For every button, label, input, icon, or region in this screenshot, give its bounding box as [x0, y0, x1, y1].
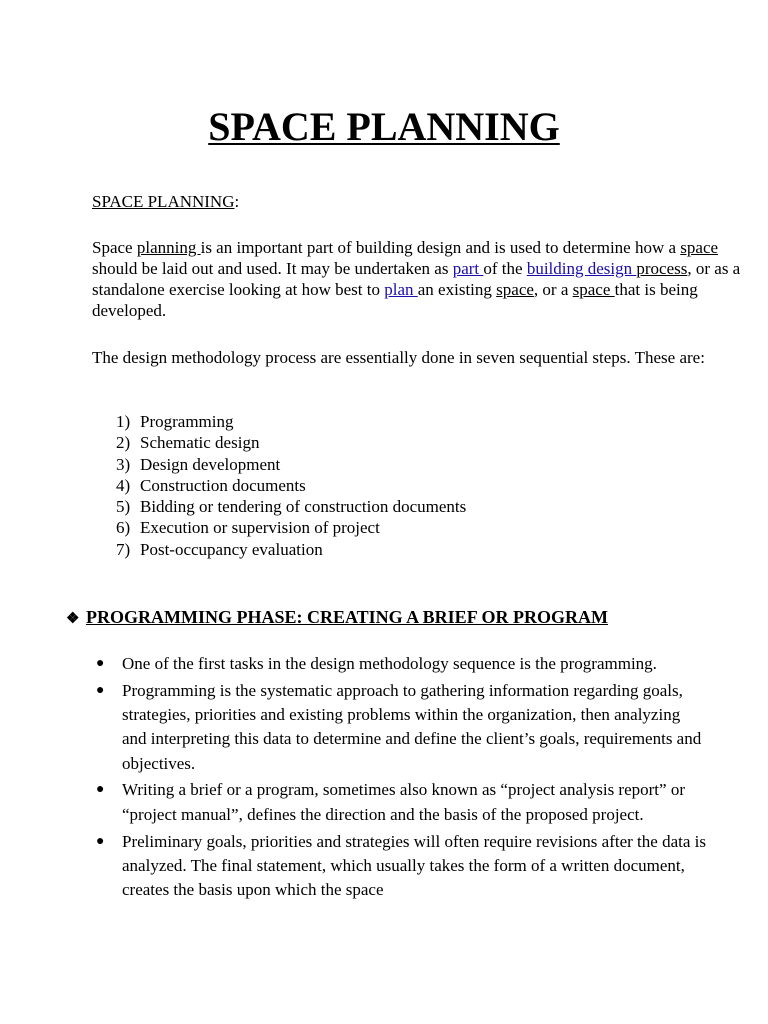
space-word: space — [680, 238, 719, 257]
list-item — [96, 652, 706, 676]
page-title: SPACE PLANNING — [208, 104, 560, 149]
intro-paragraph — [92, 237, 742, 321]
bullet-text: One of the first tasks in the design methodology sequence is the programming. — [122, 654, 657, 673]
step-text: Post-occupancy evaluation — [140, 539, 323, 559]
step-number: 3) — [116, 454, 131, 474]
bullet-text: Preliminary goals, priorities and strategies will often require revisions after the data is analyzed. The final statement, which usually takes the form of a written document, creates the basis upon which the space — [122, 831, 706, 900]
diamond-bullet-icon: ❖ — [66, 611, 80, 627]
text-run: should be laid out and used. It may be undertaken as — [92, 259, 453, 278]
space-word: space — [572, 280, 615, 299]
bullet-text: Programming is the systematic approach to gathering information regarding goals, strategies, priorities and existing problems within the organization, then analyzing and interpreting this data to determine and define the client’s goals, requirements and objectives. — [122, 680, 702, 773]
step-number: 1) — [116, 412, 131, 431]
step-text: Design development — [140, 454, 281, 474]
list-item — [116, 475, 466, 496]
bullet-dot-icon: ● — [96, 833, 105, 849]
steps-list — [116, 411, 466, 560]
list-item — [116, 411, 466, 432]
list-item — [116, 454, 466, 475]
space-word: space — [496, 280, 534, 299]
step-text: Execution or supervision of project — [140, 518, 380, 538]
list-item — [96, 679, 706, 776]
subheading-label: SPACE PLANNING — [92, 192, 235, 211]
methodology-paragraph: The design methodology process are essentially done in seven sequential steps. These are: — [92, 348, 705, 367]
list-item — [116, 517, 466, 538]
subheading-colon: : — [234, 192, 240, 211]
step-text: Schematic design — [140, 433, 260, 453]
step-number: 2) — [116, 433, 131, 453]
step-number: 7) — [116, 539, 131, 559]
bullet-dot-icon: ● — [96, 682, 105, 698]
list-item — [116, 496, 466, 517]
process-word: process — [636, 259, 688, 278]
plan-link[interactable]: plan — [384, 280, 418, 299]
bullet-text: Writing a brief or a program, sometimes also known as “project analysis report” or “project manual”, defines the direction and the basis of the proposed project. — [122, 780, 685, 824]
part-link[interactable]: part — [452, 259, 484, 278]
list-item — [116, 432, 466, 453]
step-text: Bidding or tendering of construction documents — [140, 497, 467, 517]
text-run: , or a — [533, 280, 573, 299]
list-item — [96, 778, 706, 827]
step-number: 5) — [116, 497, 131, 517]
bullet-dot-icon: ● — [96, 656, 105, 671]
building-design-link[interactable]: building design — [526, 259, 637, 278]
step-text: Construction documents — [140, 475, 306, 495]
text-run: that is being developed. — [92, 280, 698, 320]
text-run: , or as a standalone exercise looking at how best to — [92, 259, 741, 299]
bullet-dot-icon: ● — [96, 782, 105, 798]
step-text: Programming — [140, 412, 234, 431]
section-subheading — [92, 191, 239, 213]
programming-phase-heading — [66, 605, 608, 631]
step-number: 6) — [116, 518, 131, 538]
text-run: of the — [483, 259, 527, 278]
bullet-list — [96, 652, 706, 905]
section-heading-text: PROGRAMMING PHASE: CREATING A BRIEF OR PROGRAM — [86, 607, 608, 627]
list-item — [116, 539, 466, 560]
text-run: an existing — [417, 280, 497, 299]
planning-word: planning — [136, 238, 201, 257]
list-item — [96, 830, 706, 903]
text-run: Space — [92, 238, 137, 257]
step-number: 4) — [116, 475, 131, 495]
text-run: is an important part of building design and is used to determine how a — [200, 238, 681, 257]
